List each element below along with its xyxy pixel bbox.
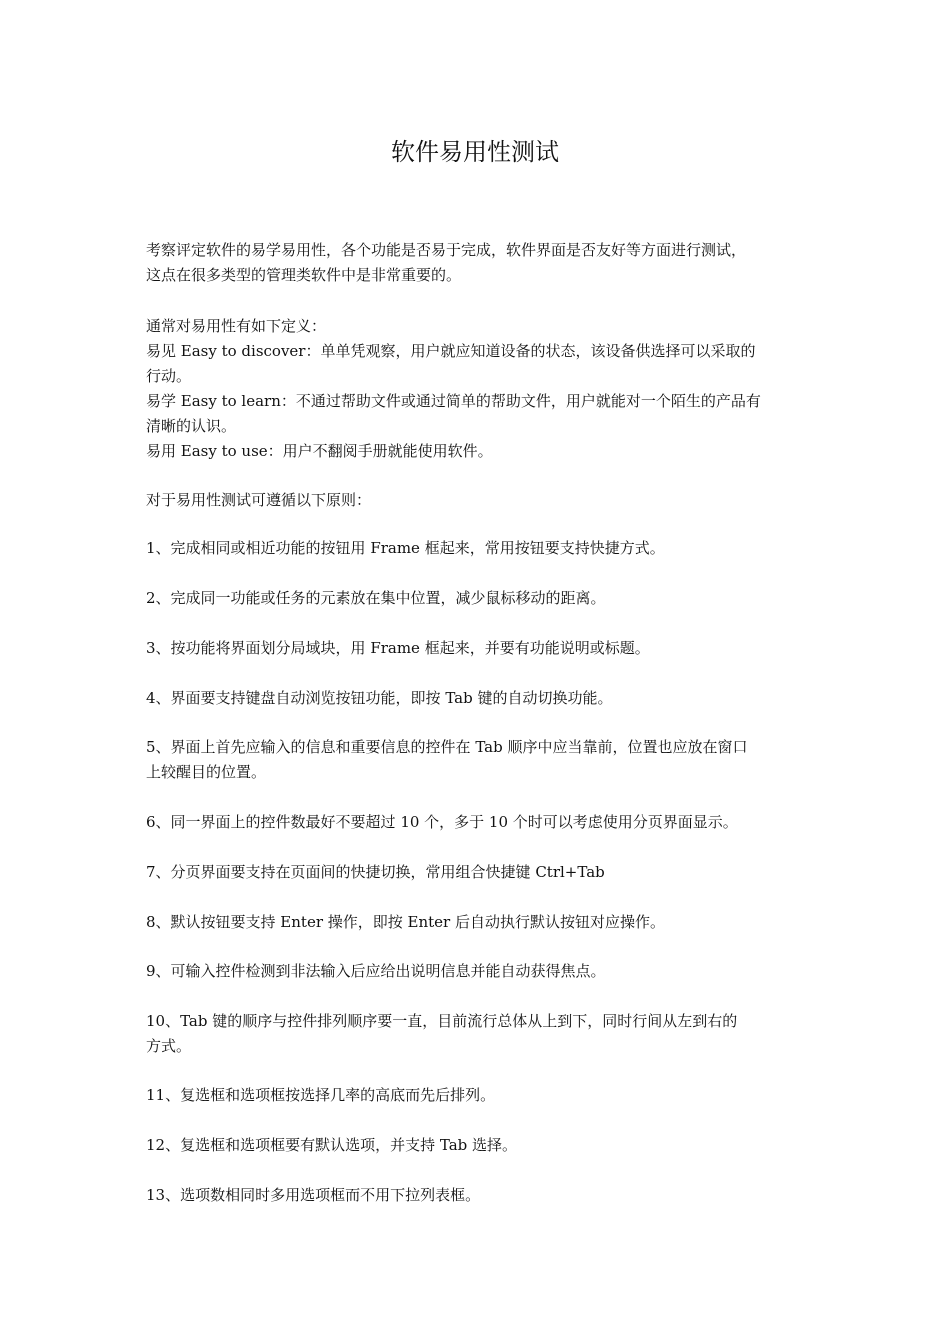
- definition-item: [146, 339, 810, 389]
- principle-line: 13、选项数相同时多用选项框而不用下拉列表框。: [146, 1186, 481, 1204]
- definition-line: 易见 Easy to discover：单单凭观察，用户就应知道设备的状态，该设备供选择可以采取的: [146, 342, 756, 360]
- intro-line: 这点在很多类型的管理类软件中是非常重要的。: [146, 266, 462, 284]
- definition-line: 行动。: [146, 367, 192, 385]
- principle-line: 4、界面要支持键盘自动浏览按钮功能，即按 Tab 键的自动切换功能。: [146, 689, 613, 707]
- principle-item: [146, 636, 810, 661]
- principle-item: [146, 1083, 810, 1108]
- principle-line: 方式。: [146, 1037, 192, 1055]
- principle-line: 上较醒目的位置。: [146, 763, 267, 781]
- principle-line: 5、界面上首先应输入的信息和重要信息的控件在 Tab 顺序中应当靠前，位置也应放在窗口: [146, 738, 748, 756]
- principle-line: 6、同一界面上的控件数最好不要超过 10 个，多于 10 个时可以考虑使用分页界面显示。: [146, 813, 738, 831]
- principle-item: [146, 910, 810, 935]
- principle-line: 12、复选框和选项框要有默认选项，并支持 Tab 选择。: [146, 1136, 518, 1154]
- principle-line: 3、按功能将界面划分局域块，用 Frame 框起来，并要有功能说明或标题。: [146, 639, 650, 657]
- principle-item: [146, 860, 810, 885]
- principle-item: [146, 586, 810, 611]
- definition-line: 易学 Easy to learn：不通过帮助文件或通过简单的帮助文件，用户就能对一个陌生的产品有: [146, 392, 761, 410]
- principle-item: [146, 735, 810, 785]
- principle-item: [146, 686, 810, 711]
- principle-item: [146, 1183, 810, 1208]
- principle-item: [146, 1009, 810, 1059]
- principles-heading: 对于易用性测试可遵循以下原则：: [146, 491, 372, 509]
- intro-paragraph: [146, 238, 810, 288]
- intro-line: 考察评定软件的易学易用性，各个功能是否易于完成，软件界面是否友好等方面进行测试，: [146, 241, 747, 259]
- principle-line: 2、完成同一功能或任务的元素放在集中位置，减少鼠标移动的距离。: [146, 589, 606, 607]
- page-title: 软件易用性测试: [391, 138, 559, 166]
- principle-line: 7、分页界面要支持在页面间的快捷切换，常用组合快捷键 Ctrl+Tab: [146, 863, 605, 881]
- principle-line: 8、默认按钮要支持 Enter 操作，即按 Enter 后自动执行默认按钮对应操作。: [146, 913, 665, 931]
- definition-line: 易用 Easy to use：用户不翻阅手册就能使用软件。: [146, 442, 493, 460]
- definition-item: [146, 389, 810, 439]
- principle-item: [146, 536, 810, 561]
- definition-line: 清晰的认识。: [146, 417, 237, 435]
- principle-item: [146, 959, 810, 984]
- principle-line: 1、完成相同或相近功能的按钮用 Frame 框起来，常用按钮要支持快捷方式。: [146, 539, 665, 557]
- definitions-heading: 通常对易用性有如下定义：: [146, 317, 327, 335]
- principle-line: 9、可输入控件检测到非法输入后应给出说明信息并能自动获得焦点。: [146, 962, 606, 980]
- principle-line: 11、复选框和选项框按选择几率的高底而先后排列。: [146, 1086, 496, 1104]
- principle-item: [146, 1133, 810, 1158]
- principle-item: [146, 810, 810, 835]
- definition-item: [146, 439, 810, 464]
- principle-line: 10、Tab 键的顺序与控件排列顺序要一直，目前流行总体从上到下，同时行间从左到右的: [146, 1012, 738, 1030]
